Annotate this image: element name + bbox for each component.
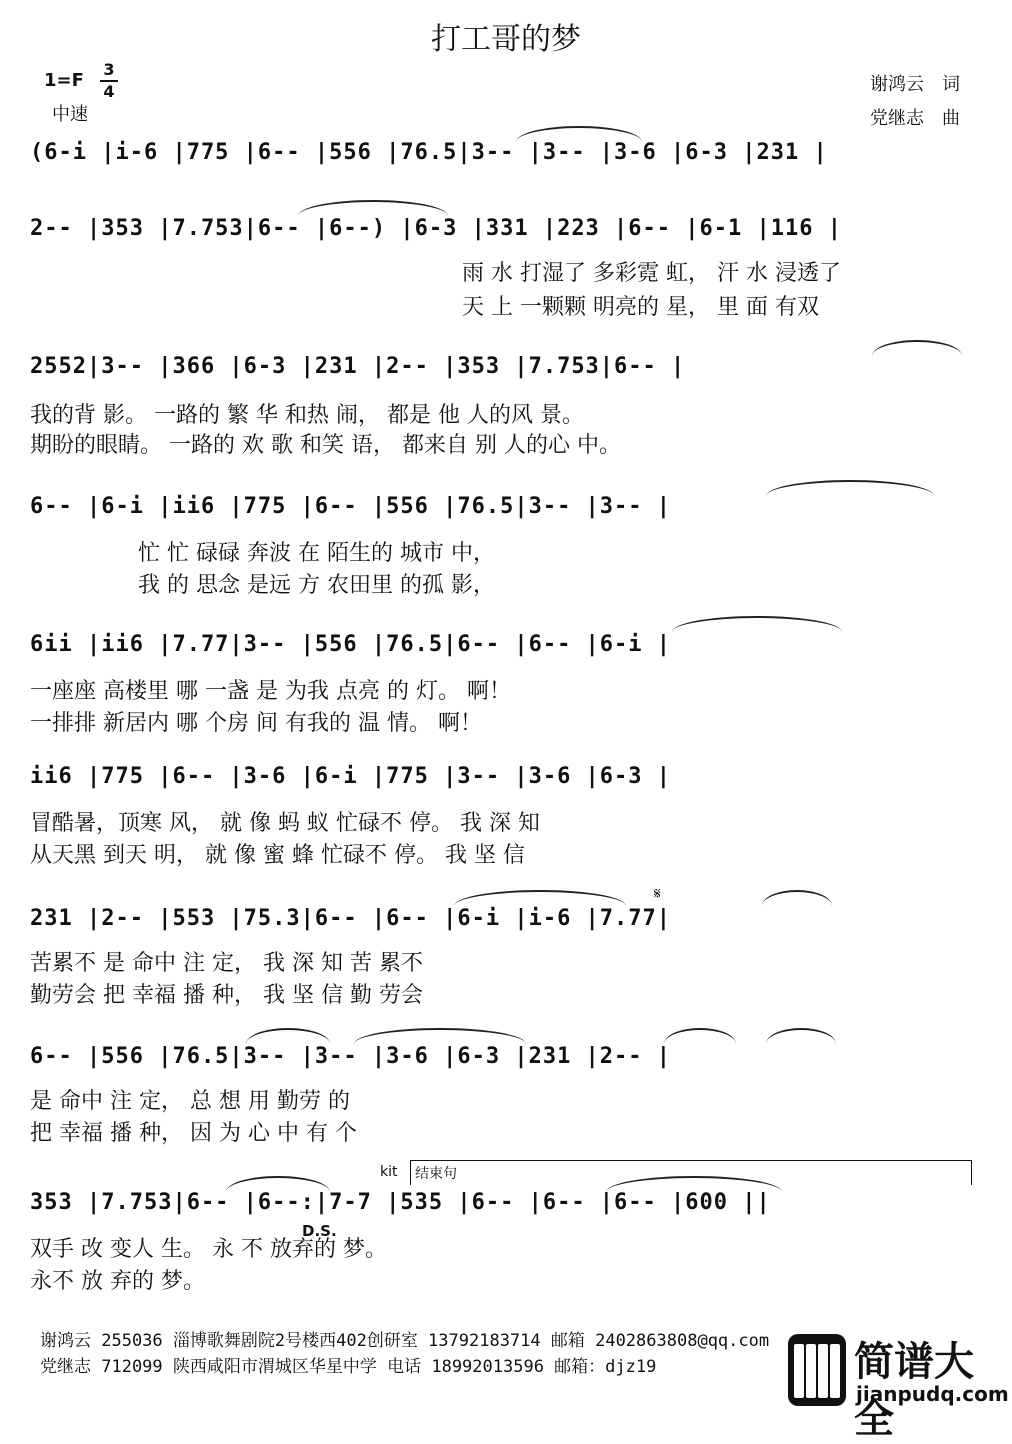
composer-credit: 党继志 曲 <box>870 108 960 129</box>
slur <box>766 1028 836 1044</box>
lyrics-line-6b: 从天黑 到天 明， 就 像 蜜 蜂 忙碌不 停。 我 坚 信 <box>30 843 525 868</box>
lyrics-line-2a: 雨 水 打湿了 多彩霓 虹， 汗 水 浸透了 <box>462 261 841 286</box>
lyrics-line-9b: 永不 放 弃的 梦。 <box>30 1269 205 1294</box>
lyrics-line-3a: 我的背 影。 一路的 繁 华 和热 闹， 都是 他 人的风 景。 <box>30 403 584 428</box>
lyrics-line-7a: 苦累不 是 命中 注 定， 我 深 知 苦 累不 <box>30 951 423 976</box>
lyrics-line-9a: 双手 改 变人 生。 永 不 放弃的 梦。 <box>30 1237 387 1262</box>
slur <box>454 890 626 906</box>
time-sig-top: 3 <box>103 60 115 79</box>
notation-line-4: 6-- |6-i |ii6 |775 |6-- |556 |76.5|3-- |3-- | <box>30 494 672 519</box>
lyrics-line-8b: 把 幸福 播 种， 因 为 心 中 有 个 <box>30 1121 357 1146</box>
lyrics-line-6a: 冒酷暑，顶寒 风， 就 像 蚂 蚁 忙碌不 停。 我 深 知 <box>30 811 540 836</box>
key-signature: 1=F <box>44 70 84 91</box>
logo-text: 简谱大全 <box>854 1339 974 1442</box>
logo-url: jianpudq.com <box>856 1382 1009 1406</box>
footer-contact-composer: 党继志 712099 陕西咸阳市渭城区华星中学 电话 18992013596 邮箱：djz19 <box>40 1357 657 1377</box>
slur <box>226 1176 330 1192</box>
slur <box>762 890 832 906</box>
slur <box>246 1028 330 1044</box>
notation-line-7: 231 |2-- |553 |75.3|6-- |6-- |6-i |i-6 |7.77| <box>30 906 672 931</box>
notation-line-3: 2552|3-- |366 |6-3 |231 |2-- |353 |7.753|6-- | <box>30 354 686 379</box>
slur <box>516 126 642 142</box>
lyrics-line-7b: 勤劳会 把 幸福 播 种， 我 坚 信 勤 劳会 <box>30 983 423 1008</box>
slur <box>766 480 934 496</box>
tempo-marking: 中速 <box>52 104 88 125</box>
song-title: 打工哥的梦 <box>431 22 581 57</box>
slur <box>872 340 962 356</box>
notation-line-9: 353 |7.753|6-- |6--:|7-7 |535 |6-- |6-- |6-- |600 || <box>30 1190 771 1215</box>
notation-line-5: 6ii |ii6 |7.77|3-- |556 |76.5|6-- |6-- |6-i | <box>30 632 672 657</box>
lyrics-line-4a: 忙 忙 碌碌 奔波 在 陌生的 城市 中， <box>138 541 495 566</box>
lyrics-line-4b: 我 的 思念 是远 方 农田里 的孤 影， <box>138 573 495 598</box>
lyrics-line-8a: 是 命中 注 定， 总 想 用 勤劳 的 <box>30 1089 350 1114</box>
lyrics-line-2b: 天 上 一颗颗 明亮的 星， 里 面 有双 <box>462 295 819 320</box>
ending-label: 结束句 <box>415 1166 457 1182</box>
lyrics-line-5a: 一座座 高楼里 哪 一盏 是 为我 点亮 的 灯。 啊！ <box>30 679 511 704</box>
time-sig-bottom: 4 <box>103 82 115 101</box>
slur <box>664 1028 736 1044</box>
notation-line-6: ii6 |775 |6-- |3-6 |6-i |775 |3-- |3-6 |6-3 | <box>30 764 672 789</box>
site-logo <box>788 1330 1009 1442</box>
segno-icon: 𝄋 <box>654 884 661 903</box>
time-signature <box>100 60 118 102</box>
lyrics-line-5b: 一排排 新居内 哪 个房 间 有我的 温 情。 啊！ <box>30 711 482 736</box>
footer-contact-lyricist: 谢鸿云 255036 淄博歌舞剧院2号楼西402创研室 13792183714 邮箱 2402863808@qq.com <box>40 1331 770 1351</box>
lyricist-credit: 谢鸿云 词 <box>870 74 960 95</box>
notation-line-1: (6-i |i-6 |775 |6-- |556 |76.5|3-- |3-- |3-6 |6-3 |231 | <box>30 140 828 165</box>
lyrics-line-3b: 期盼的眼睛。 一路的 欢 歌 和笑 语， 都来自 别 人的心 中。 <box>30 433 621 458</box>
piano-icon <box>788 1334 846 1406</box>
kit-mark: kit <box>380 1164 398 1180</box>
slur <box>298 200 448 216</box>
slur <box>354 1028 526 1044</box>
notation-line-8: 6-- |556 |76.5|3-- |3-- |3-6 |6-3 |231 |2-- | <box>30 1044 672 1069</box>
ds-mark: D.S. <box>302 1222 337 1240</box>
slur <box>672 616 842 632</box>
notation-line-2: 2-- |353 |7.753|6-- |6--) |6-3 |331 |223 |6-- |6-1 |116 | <box>30 216 842 241</box>
